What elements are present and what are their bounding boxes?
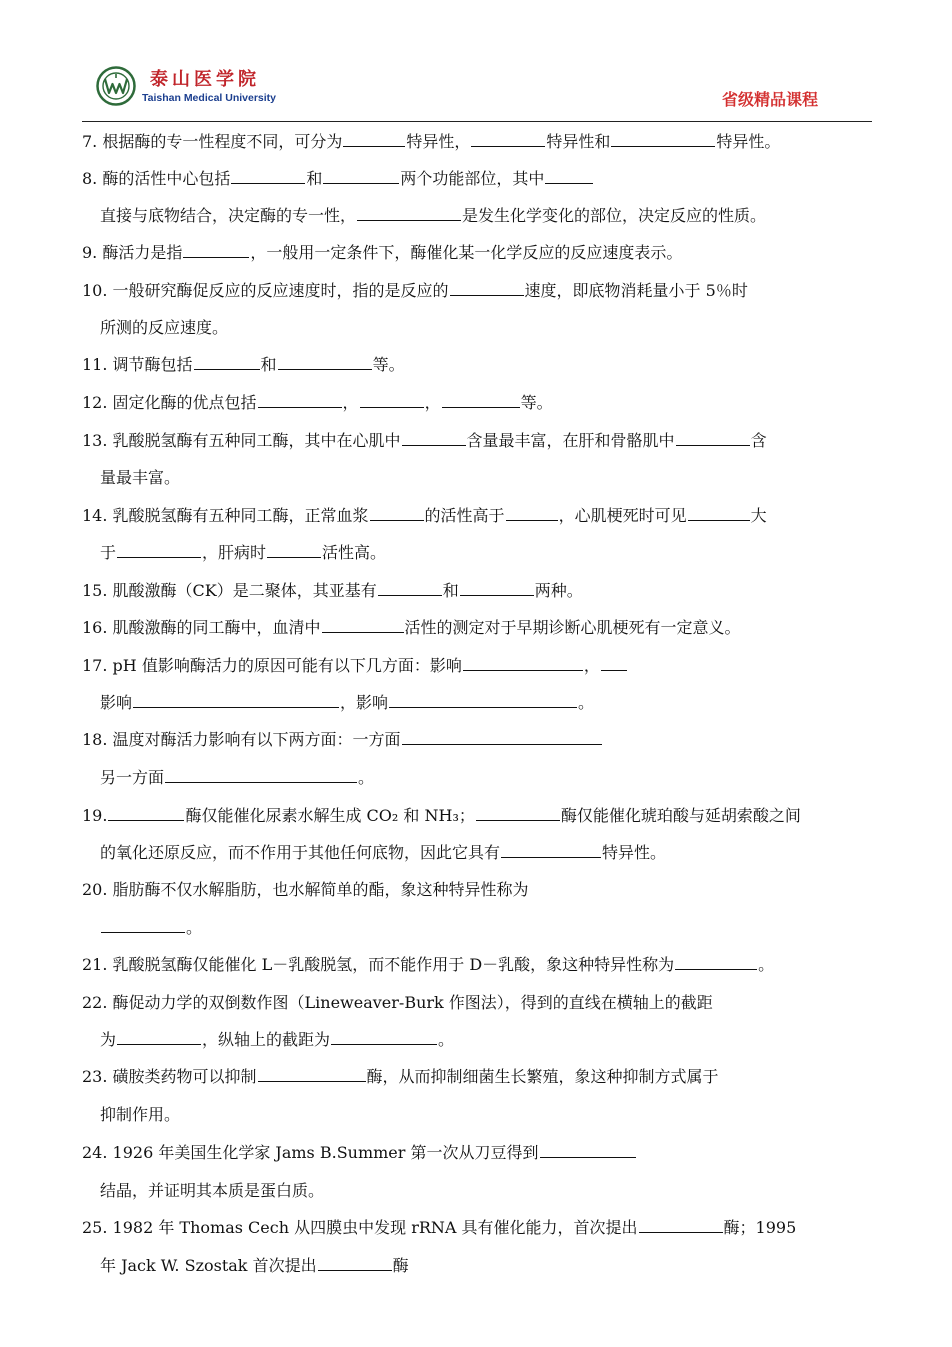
answer-blank[interactable] [101, 917, 185, 933]
text-segment: 酶 [392, 1256, 409, 1275]
text-segment: ，纵轴上的截距为 [202, 1030, 331, 1049]
answer-blank[interactable] [117, 1029, 201, 1045]
text-segment: 所测的反应速度。 [100, 318, 229, 337]
answer-blank[interactable] [322, 617, 404, 633]
text-segment: 含 [750, 431, 767, 450]
text-segment: 。 [186, 918, 203, 937]
text-segment: 两种。 [534, 581, 583, 600]
text-segment: 12. 固定化酶的优点包括 [82, 393, 257, 412]
school-name-cn: 泰山医学院 [150, 69, 260, 90]
text-segment: 活性的测定对于早期诊断心肌梗死有一定意义。 [404, 618, 741, 637]
text-line [100, 467, 180, 489]
header-divider [82, 121, 872, 122]
answer-blank[interactable] [639, 1217, 723, 1233]
text-segment: 23. 磺胺类药物可以抑制 [82, 1067, 257, 1086]
text-line [82, 430, 767, 452]
text-segment: 酶，从而抑制细菌生长繁殖，象这种抑制方式属于 [366, 1067, 719, 1086]
text-segment: ， [583, 656, 600, 675]
text-segment: 16. 肌酸激酶的同工酶中，血清中 [82, 618, 321, 637]
answer-blank[interactable] [258, 392, 342, 408]
answer-blank[interactable] [402, 729, 602, 745]
text-line [82, 505, 767, 527]
text-segment: 于 [100, 543, 117, 562]
text-segment: 为 [100, 1030, 117, 1049]
text-segment: 。 [438, 1030, 455, 1049]
answer-blank[interactable] [501, 842, 601, 858]
text-segment: 21. 乳酸脱氢酶仅能催化 L－乳酸脱氢，而不能作用于 D－乳酸，象这种特异性称为 [82, 955, 675, 974]
text-segment: 20. 脂肪酶不仅水解脂肪，也水解简单的酯，象这种特异性称为 [82, 880, 529, 899]
text-segment: 。 [578, 693, 595, 712]
text-line [82, 280, 748, 302]
text-segment: 和 [306, 169, 323, 188]
answer-blank[interactable] [194, 354, 260, 370]
text-segment: 量最丰富。 [100, 468, 181, 487]
text-line [82, 655, 628, 677]
text-segment: 酶仅能催化尿素水解生成 CO₂ 和 NH₃； [185, 806, 475, 825]
text-segment: 特异性和 [546, 132, 611, 151]
text-line [100, 1029, 454, 1051]
text-line [82, 580, 583, 602]
text-segment: 和 [442, 581, 459, 600]
answer-blank[interactable] [378, 580, 442, 596]
answer-blank[interactable] [540, 1142, 636, 1158]
text-segment: ，肝病时 [202, 543, 267, 562]
text-line [82, 1217, 796, 1239]
text-line [82, 879, 529, 901]
answer-blank[interactable] [471, 131, 545, 147]
text-line [82, 617, 741, 639]
text-segment: ，心肌梗死时可见 [558, 506, 687, 525]
text-segment: 特异性。 [716, 132, 781, 151]
answer-blank[interactable] [370, 505, 424, 521]
text-line [82, 1066, 719, 1088]
text-line [82, 729, 603, 751]
text-segment: ， [342, 393, 359, 412]
page-header [96, 62, 876, 122]
text-line [82, 805, 801, 827]
text-segment: 速度，即底物消耗量小于 5％时 [524, 281, 748, 300]
text-segment: 18. 温度对酶活力影响有以下两方面：一方面 [82, 730, 401, 749]
text-line [100, 917, 202, 939]
answer-blank[interactable] [343, 131, 405, 147]
text-segment: 抑制作用。 [100, 1105, 181, 1124]
text-line [82, 392, 553, 414]
answer-blank[interactable] [460, 580, 534, 596]
text-segment: 等。 [520, 393, 553, 412]
answer-blank[interactable] [506, 505, 558, 521]
answer-blank[interactable] [442, 392, 520, 408]
text-line [82, 131, 780, 153]
text-segment: 特异性。 [602, 843, 667, 862]
answer-blank[interactable] [183, 242, 249, 258]
text-line [82, 1142, 637, 1164]
text-segment: ，一般用一定条件下，酶催化某一化学反应的反应速度表示。 [250, 243, 683, 262]
answer-blank[interactable] [611, 131, 715, 147]
course-label: 省级精品课程 [721, 90, 818, 109]
text-segment: 含量最丰富，在肝和骨骼肌中 [466, 431, 675, 450]
text-line [100, 205, 766, 227]
text-segment: 7. 根据酶的专一性程度不同，可分为 [82, 132, 343, 151]
text-line [82, 168, 594, 190]
text-segment: 特异性， [406, 132, 471, 151]
text-segment: 9. 酶活力是指 [82, 243, 183, 262]
text-line [100, 692, 594, 714]
answer-blank[interactable] [545, 168, 593, 184]
text-line [100, 767, 374, 789]
text-line [100, 1180, 324, 1202]
text-segment: 。 [358, 768, 375, 787]
text-segment: 22. 酶促动力学的双倒数作图（Lineweaver-Burk 作图法），得到的直线在横轴上的截距 [82, 993, 713, 1012]
answer-blank[interactable] [676, 430, 750, 446]
answer-blank[interactable] [360, 392, 424, 408]
answer-blank[interactable] [389, 692, 577, 708]
text-line [82, 354, 405, 376]
answer-blank[interactable] [165, 767, 357, 783]
text-segment: 活性高。 [322, 543, 387, 562]
answer-blank[interactable] [357, 205, 461, 221]
answer-blank[interactable] [675, 954, 757, 970]
text-line [82, 954, 774, 976]
answer-blank[interactable] [231, 168, 305, 184]
answer-blank[interactable] [402, 430, 466, 446]
text-segment: 10. 一般研究酶促反应的反应速度时，指的是反应的 [82, 281, 449, 300]
text-line [100, 317, 228, 339]
text-segment: 等。 [372, 355, 405, 374]
text-segment: 两个功能部位，其中 [400, 169, 545, 188]
text-line [100, 1104, 180, 1126]
text-segment: ，影响 [340, 693, 389, 712]
text-segment: 25. 1982 年 Thomas Cech 从四膜虫中发现 rRNA 具有催化能力，首次提出 [82, 1218, 638, 1237]
answer-blank[interactable] [318, 1255, 392, 1271]
text-segment: ， [424, 393, 441, 412]
answer-blank[interactable] [601, 655, 627, 671]
university-logo-icon [96, 66, 136, 106]
text-segment: 另一方面 [100, 768, 165, 787]
text-segment: 酶仅能催化琥珀酸与延胡索酸之间 [560, 806, 801, 825]
text-segment: 。 [758, 955, 775, 974]
text-segment: 的氧化还原反应，而不作用于其他任何底物，因此它具有 [100, 843, 501, 862]
answer-blank[interactable] [331, 1029, 437, 1045]
text-line [82, 242, 682, 264]
text-line [100, 842, 666, 864]
text-segment: 结晶，并证明其本质是蛋白质。 [100, 1181, 325, 1200]
text-segment: 大 [750, 506, 767, 525]
answer-blank[interactable] [450, 280, 524, 296]
text-segment: 和 [260, 355, 277, 374]
text-segment: 的活性高于 [424, 506, 505, 525]
text-segment: 是发生化学变化的部位，决定反应的性质。 [462, 206, 767, 225]
text-segment: 影响 [100, 693, 133, 712]
answer-blank[interactable] [463, 655, 583, 671]
text-segment: 8. 酶的活性中心包括 [82, 169, 231, 188]
text-segment: 19. [82, 806, 108, 825]
answer-blank[interactable] [476, 805, 560, 821]
text-line [100, 1255, 409, 1277]
answer-blank[interactable] [117, 542, 201, 558]
answer-blank[interactable] [278, 354, 372, 370]
text-segment: 11. 调节酶包括 [82, 355, 193, 374]
school-name-en: Taishan Medical University [142, 92, 277, 104]
answer-blank[interactable] [688, 505, 750, 521]
text-segment: 14. 乳酸脱氢酶有五种同工酶，正常血浆 [82, 506, 369, 525]
text-segment: 17. pH 值影响酶活力的原因可能有以下几方面：影响 [82, 656, 462, 675]
answer-blank[interactable] [108, 805, 184, 821]
text-segment: 酶；1995 [723, 1218, 797, 1237]
answer-blank[interactable] [258, 1066, 366, 1082]
answer-blank[interactable] [323, 168, 399, 184]
answer-blank[interactable] [267, 542, 321, 558]
text-line [82, 992, 713, 1014]
text-segment: 24. 1926 年美国生化学家 Jams B.Summer 第一次从刀豆得到 [82, 1143, 539, 1162]
answer-blank[interactable] [133, 692, 339, 708]
text-segment: 15. 肌酸激酶（CK）是二聚体，其亚基有 [82, 581, 377, 600]
text-line [100, 542, 386, 564]
text-segment: 13. 乳酸脱氢酶有五种同工酶，其中在心肌中 [82, 431, 401, 450]
text-segment: 年 Jack W. Szostak 首次提出 [100, 1256, 317, 1275]
text-segment: 直接与底物结合，决定酶的专一性， [100, 206, 357, 225]
